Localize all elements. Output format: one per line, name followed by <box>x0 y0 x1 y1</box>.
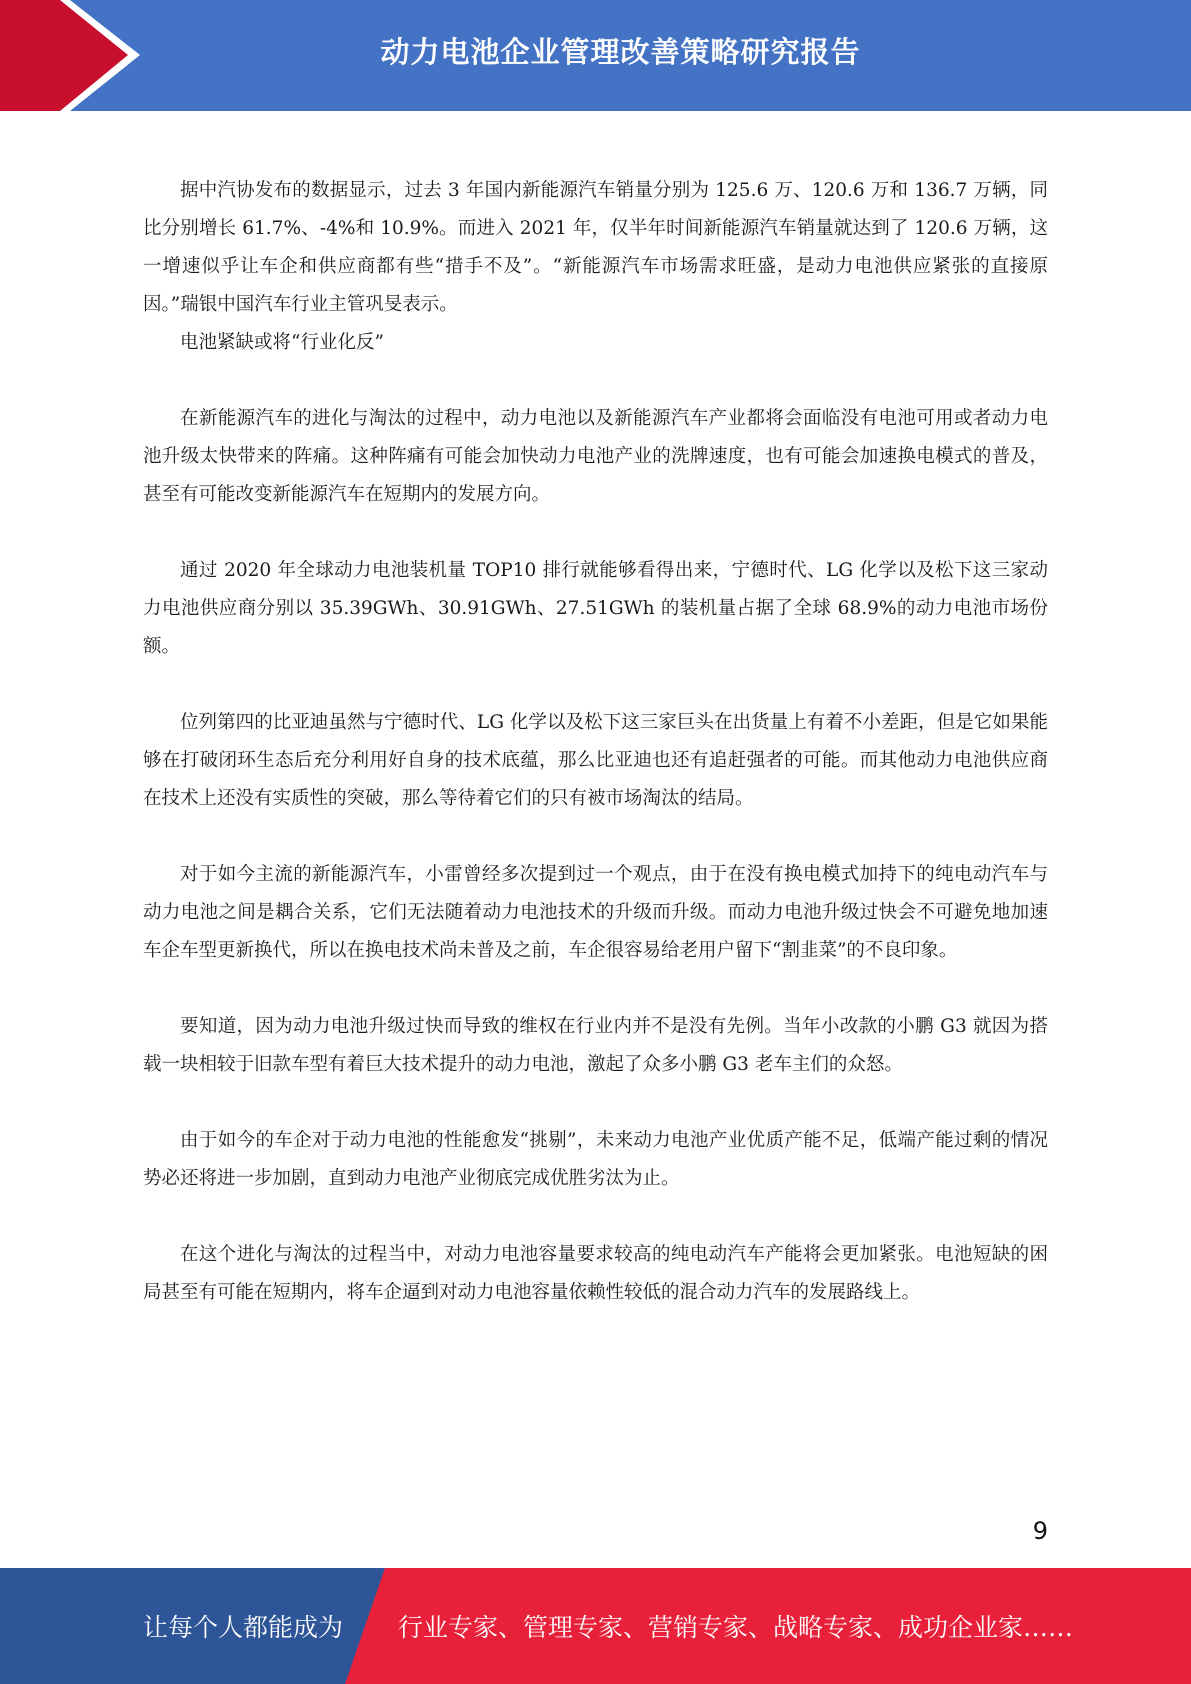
page-number: 9 <box>1032 1517 1048 1545</box>
paragraph-6: 要知道，因为动力电池升级过快而导致的维权在行业内并不是没有先例。当年小改款的小鹏 G3 就因为搭载一块相较于旧款车型有着巨大技术提升的动力电池，激起了众多小鹏 G3 老车主们的众怒。 <box>143 1016 1048 1075</box>
footer-slogan-right: 行业专家、管理专家、营销专家、战略专家、成功企业家…… <box>398 1613 1074 1642</box>
paragraph-4: 位列第四的比亚迪虽然与宁德时代、LG 化学以及松下这三家巨头在出货量上有着不小差距，但是它如果能够在打破闭环生态后充分利用好自身的技术底蕴，那么比亚迪也还有追赶强者的可能。而其他动力电池供应商在技术上还没有实质性的突破，那么等待着它们的只有被市场淘汰的结局。 <box>143 712 1048 809</box>
paragraph-1: 据中汽协发布的数据显示，过去 3 年国内新能源汽车销量分别为 125.6 万、120.6 万和 136.7 万辆，同比分别增长 61.7%、-4%和 10.9%。而进入 2021 年，仅半年时间新能源汽车销量就达到了 120.6 万辆，这一增速似乎让车企和供应商都有些“措手不及”。“新能源汽车市场需求旺盛，是动力电池供应紧张的直接原因。”瑞银中国汽车行业主管巩旻表示。 <box>143 180 1048 315</box>
document-body <box>143 172 1048 1312</box>
page-header <box>0 0 1191 111</box>
footer-slogan-left: 让每个人都能成为 <box>143 1613 344 1642</box>
paragraph-8: 在这个进化与淘汰的过程当中，对动力电池容量要求较高的纯电动汽车产能将会更加紧张。电池短缺的困局甚至有可能在短期内，将车企逼到对动力电池容量依赖性较低的混合动力汽车的发展路线上。 <box>143 1244 1048 1303</box>
paragraph-3: 通过 2020 年全球动力电池装机量 TOP10 排行就能够看得出来，宁德时代、LG 化学以及松下这三家动力电池供应商分别以 35.39GWh、30.91GWh、27.51GWh 的装机量占据了全球 68.9%的动力电池市场份额。 <box>143 560 1048 657</box>
paragraph-7: 由于如今的车企对于动力电池的性能愈发“挑剔”，未来动力电池产业优质产能不足，低端产能过剩的情况势必还将进一步加剧，直到动力电池产业彻底完成优胜劣汰为止。 <box>143 1130 1048 1189</box>
section-heading: 电池紧缺或将“行业化反” <box>180 332 384 353</box>
paragraph-5: 对于如今主流的新能源汽车，小雷曾经多次提到过一个观点，由于在没有换电模式加持下的纯电动汽车与动力电池之间是耦合关系，它们无法随着动力电池技术的升级而升级。而动力电池升级过快会不可避免地加速车企车型更新换代，所以在换电技术尚未普及之前，车企很容易给老用户留下“割韭菜”的不良印象。 <box>143 864 1048 961</box>
document-title: 动力电池企业管理改善策略研究报告 <box>380 34 861 69</box>
paragraph-2: 在新能源汽车的进化与淘汰的过程中，动力电池以及新能源汽车产业都将会面临没有电池可用或者动力电池升级太快带来的阵痛。这种阵痛有可能会加快动力电池产业的洗牌速度，也有可能会加速换电模式的普及，甚至有可能改变新能源汽车在短期内的发展方向。 <box>143 408 1048 505</box>
page-footer <box>0 1568 1191 1684</box>
